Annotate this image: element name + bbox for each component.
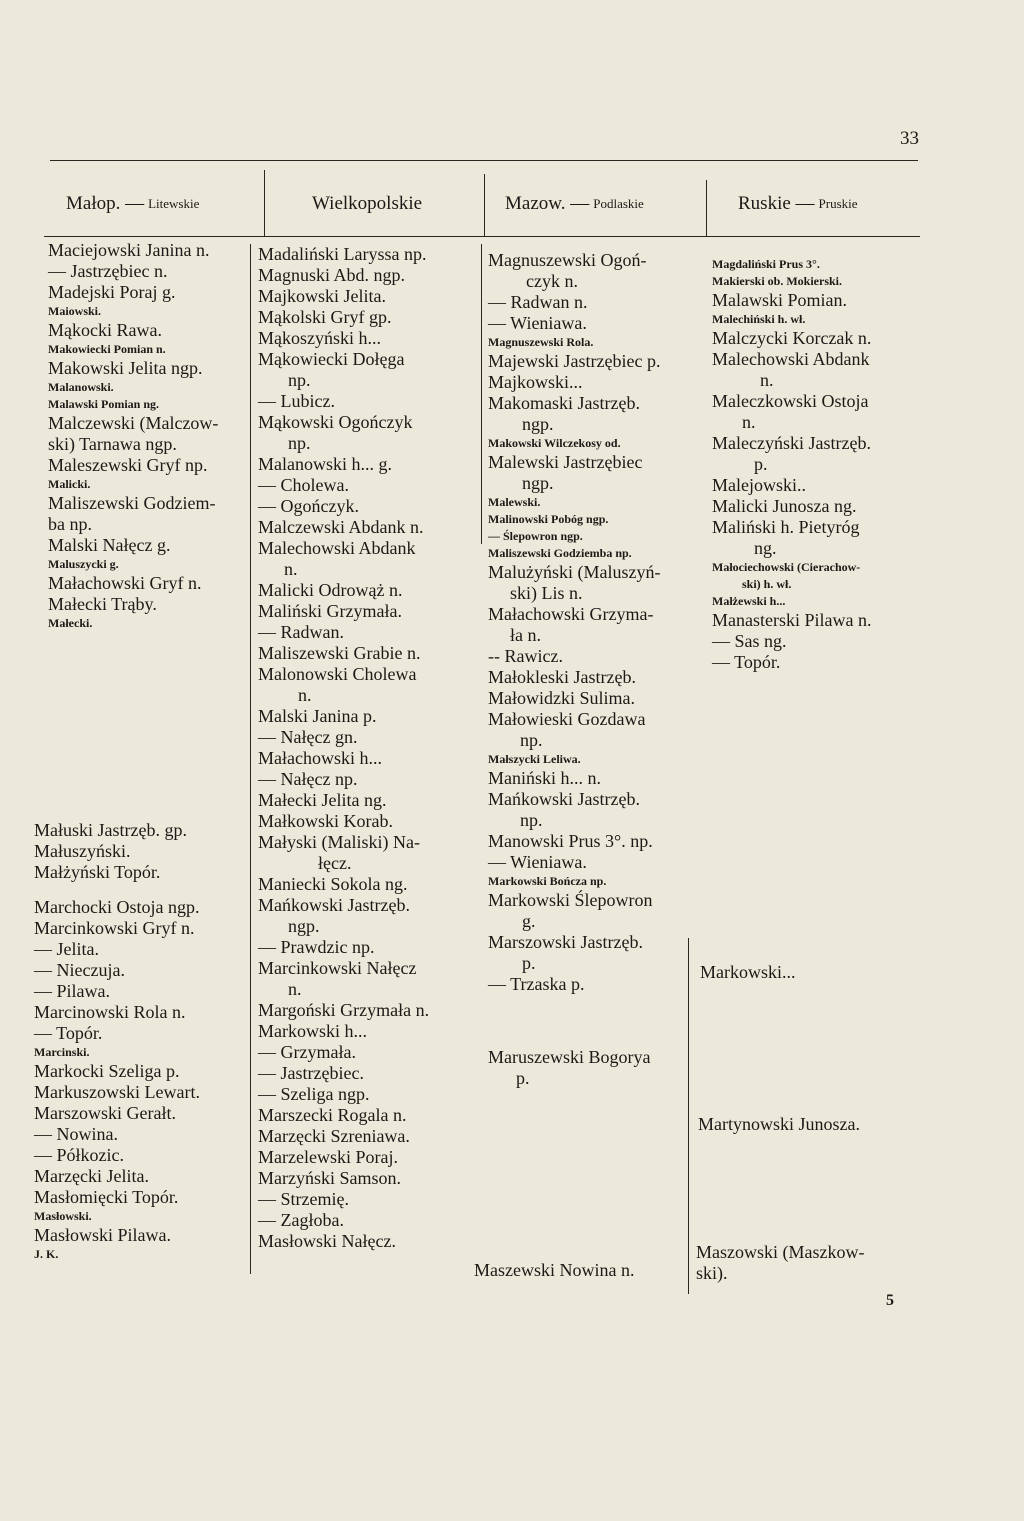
entry: Mańkowski Jastrzęb. (258, 895, 410, 915)
entry: Malczewski (Malczow- (48, 413, 219, 433)
entry: ski) Tarnawa ngp. (48, 434, 177, 454)
entry: Margoński Grzymała n. (258, 1000, 430, 1020)
entry: ngp. (288, 916, 320, 936)
entry: Marcinkowski Gryf n. (34, 918, 195, 938)
entry: — Topór. (712, 652, 781, 672)
entry: Mąkowski Ogończyk (258, 412, 413, 432)
entry: Mąkoszyński h... (258, 328, 381, 348)
entry: — Nowina. (34, 1124, 118, 1144)
entry: Maniński h... n. (488, 768, 602, 788)
entry: — Strzemię. (258, 1189, 349, 1209)
entry: Mąkolski Gryf gp. (258, 307, 392, 327)
entry: Małżyński Topór. (34, 862, 161, 882)
header-sub: Litewskie (148, 196, 200, 211)
entry: Malczycki Korczak n. (712, 328, 872, 348)
header-rule (44, 236, 920, 237)
column-divider-2 (484, 174, 485, 236)
entry: Malejowski.. (712, 475, 806, 495)
entry: Magnuski Abd. ngp. (258, 265, 406, 285)
entry: Magnuszewski Rola. (488, 335, 594, 349)
entry: Marcinowski Rola n. (34, 1002, 186, 1022)
entry: Makowski Jelita ngp. (48, 358, 203, 378)
entry: Markuszowski Lewart. (34, 1082, 200, 1102)
entry: Maszowski (Maszkow- (696, 1242, 865, 1262)
column-divider-1 (264, 170, 265, 236)
entry: np. (288, 433, 311, 453)
entry: g. (522, 911, 536, 931)
top-rule (50, 160, 918, 161)
entry: łęcz. (318, 853, 352, 873)
entry: p. (516, 1068, 530, 1088)
page-number: 33 (900, 128, 919, 149)
entry: Madejski Poraj g. (48, 282, 176, 302)
entry: Makowiecki Pomian n. (48, 342, 166, 356)
entry: Masłomięcki Topór. (34, 1187, 179, 1207)
entry: Małecki Jelita ng. (258, 790, 387, 810)
entry: Malechowski Abdank (258, 538, 416, 558)
entry: — Półkozic. (34, 1145, 124, 1165)
entry: Marszecki Rogala n. (258, 1105, 407, 1125)
entry: — Sas ng. (712, 631, 787, 651)
entry: Małowieski Gozdawa (488, 709, 646, 729)
column-divider-3 (706, 180, 707, 236)
entry: — Topór. (34, 1023, 103, 1043)
entry: ng. (754, 538, 777, 558)
header-main: Wielkopolskie (312, 193, 423, 214)
entry: n. (284, 559, 298, 579)
header-wielkopolskie (312, 176, 422, 232)
entry: Małachowski Gryf n. (48, 573, 202, 593)
entry: ski) Lis n. (510, 583, 583, 603)
column-mazow-podlaskie (488, 250, 688, 1089)
entry: Malechowski Abdank (712, 349, 870, 369)
entry: np. (520, 810, 543, 830)
entry: — Szeliga ngp. (258, 1084, 370, 1104)
header-malop-litewskie (66, 176, 199, 232)
entry: Malczewski Abdank n. (258, 517, 424, 537)
entry: — Jelita. (34, 939, 99, 959)
header-main: Mazow. — (505, 193, 590, 214)
entry: czyk n. (526, 271, 578, 291)
column-ruskie-pruskie-lower (700, 962, 920, 983)
entry: Malużyński (Maluszyń- (488, 562, 661, 582)
entry: Masłowski Nałęcz. (258, 1231, 396, 1251)
entry: — Trzaska p. (488, 974, 585, 994)
entry: Marszowski Gerałt. (34, 1103, 176, 1123)
entry: — Nieczuja. (34, 960, 125, 980)
entry: Małuski Jastrzęb. gp. (34, 820, 187, 840)
entry: — Radwan. (258, 622, 344, 642)
entry: n. (298, 685, 312, 705)
entry: Makowski Wilczekosy od. (488, 436, 621, 450)
entry: Marzyński Samson. (258, 1168, 401, 1188)
entry: Małecki Trąby. (48, 594, 157, 614)
entry: — Ogończyk. (258, 496, 359, 516)
entry: Markowski Ślepowron (488, 890, 653, 910)
entry: Markocki Szeliga p. (34, 1061, 180, 1081)
column-mazow-podlaskie-bottom (474, 1260, 688, 1281)
entry: Maruszewski Bogorya (488, 1047, 651, 1067)
entry: p. (754, 454, 768, 474)
entry: Majkowski... (488, 372, 583, 392)
column-divider-body-2 (481, 244, 482, 544)
entry: Maniecki Sokola ng. (258, 874, 408, 894)
column-divider-body-3 (688, 938, 689, 1294)
entry: ba np. (48, 514, 92, 534)
entry: — Prawdzic np. (258, 937, 375, 957)
entry: Małachowski h... (258, 748, 382, 768)
entry: Maliszewski Godziemba np. (488, 546, 632, 560)
entry: np. (288, 370, 311, 390)
entry: Maliszewski Grabie n. (258, 643, 421, 663)
entry: p. (522, 953, 536, 973)
header-main: Małop. — (66, 193, 145, 214)
entry: Malewski Jastrzębiec (488, 452, 643, 472)
entry: Marszowski Jastrzęb. (488, 932, 643, 952)
entry: ski). (696, 1263, 728, 1283)
entry: Małecki. (48, 616, 93, 630)
column-ruskie-pruskie-lower-3 (696, 1242, 918, 1284)
entry: — Ślepowron ngp. (488, 529, 583, 543)
entry: — Zagłoba. (258, 1210, 344, 1230)
entry: Mańkowski Jastrzęb. (488, 789, 640, 809)
entry: — Lubicz. (258, 391, 335, 411)
entry: Małyski (Maliski) Na- (258, 832, 420, 852)
entry: Małkowski Korab. (258, 811, 393, 831)
entry: Małszycki Leliwa. (488, 752, 581, 766)
entry: Madaliński Laryssa np. (258, 244, 427, 264)
column-ruskie-pruskie (712, 256, 920, 673)
entry: Malechiński h. wł. (712, 312, 806, 326)
entry: Maszewski Nowina n. (474, 1260, 635, 1280)
entry: Marchocki Ostoja ngp. (34, 897, 200, 917)
entry: Mąkowiecki Dołęga (258, 349, 405, 369)
entry: Magdaliński Prus 3°. (712, 257, 820, 271)
entry: — Wieniawa. (488, 313, 587, 333)
entry: Malicki Junosza ng. (712, 496, 857, 516)
entry: — Grzymała. (258, 1042, 356, 1062)
entry: Malicki Odrowąż n. (258, 580, 403, 600)
entry: — Nałęcz np. (258, 769, 358, 789)
entry: Manowski Prus 3°. np. (488, 831, 653, 851)
entry: Magnuszewski Ogoń- (488, 250, 647, 270)
column-wielkopolskie (258, 244, 480, 1252)
entry: Maiowski. (48, 304, 102, 318)
signature-number: 5 (886, 1292, 894, 1309)
entry: Maliszewski Godziem- (48, 493, 216, 513)
entry: n. (760, 370, 774, 390)
entry: Makomaski Jastrzęb. (488, 393, 640, 413)
entry: ski) h. wł. (742, 577, 792, 591)
entry: Mąkocki Rawa. (48, 320, 162, 340)
entry: -- Rawicz. (488, 646, 563, 666)
entry: Maliński Grzymała. (258, 601, 402, 621)
entry: Markowski... (700, 962, 796, 982)
initials: J. K. (34, 1247, 59, 1261)
entry: Manasterski Pilawa n. (712, 610, 872, 630)
entry: Malewski. (488, 495, 541, 509)
entry: Malinowski Pobóg ngp. (488, 512, 609, 526)
entry: Maleczyński Jastrzęb. (712, 433, 871, 453)
entry: np. (520, 730, 543, 750)
entry: Marcinski. (34, 1045, 90, 1059)
entry: Małachowski Grzyma- (488, 604, 654, 624)
entry: — Radwan n. (488, 292, 588, 312)
entry: — Wieniawa. (488, 852, 587, 872)
entry: Marzelewski Poraj. (258, 1147, 398, 1167)
entry: Markowski h... (258, 1021, 367, 1041)
entry: Malonowski Cholewa (258, 664, 417, 684)
entry: Małżewski h... (712, 594, 786, 608)
entry: Małokleski Jastrzęb. (488, 667, 636, 687)
entry: — Cholewa. (258, 475, 349, 495)
entry: — Jastrzębiec. (258, 1063, 364, 1083)
header-mazow-podlaskie (505, 176, 644, 232)
entry: Malanowski. (48, 380, 114, 394)
header-ruskie-pruskie (738, 176, 858, 232)
header-sub: Podlaskie (593, 196, 644, 211)
entry: n. (742, 412, 756, 432)
entry: — Pilawa. (34, 981, 110, 1001)
header-sub: Pruskie (818, 196, 858, 211)
entry: Malski Nałęcz g. (48, 535, 171, 555)
entry: ła n. (510, 625, 541, 645)
entry: Malicki. (48, 477, 91, 491)
entry: Marzęcki Jelita. (34, 1166, 149, 1186)
entry: Martynowski Junosza. (698, 1114, 860, 1134)
entry: Majewski Jastrzębiec p. (488, 351, 661, 371)
entry: — Jastrzębiec n. (48, 261, 168, 281)
column-malop-litewskie (48, 240, 253, 632)
entry: Malski Janina p. (258, 706, 377, 726)
column-malop-litewskie-lower (34, 820, 252, 1263)
entry: Markowski Bończa np. (488, 874, 607, 888)
column-ruskie-pruskie-lower-2 (698, 1114, 918, 1135)
entry: Małowidzki Sulima. (488, 688, 635, 708)
entry: Makierski ob. Mokierski. (712, 274, 843, 288)
entry: Maleszewski Gryf np. (48, 455, 208, 475)
entry: Maleczkowski Ostoja (712, 391, 869, 411)
entry: Malawski Pomian. (712, 290, 847, 310)
header-main: Ruskie — (738, 193, 815, 214)
entry: Marzęcki Szreniawa. (258, 1126, 410, 1146)
entry: Marcinkowski Nałęcz (258, 958, 417, 978)
entry: Malanowski h... g. (258, 454, 392, 474)
entry: Masłowski. (34, 1209, 92, 1223)
entry: Maluszycki g. (48, 557, 119, 571)
entry: Maciejowski Janina n. (48, 240, 210, 260)
entry: Majkowski Jelita. (258, 286, 386, 306)
entry: Małociechowski (Cierachow- (712, 560, 861, 574)
entry: ngp. (522, 414, 554, 434)
entry: Maliński h. Pietyróg (712, 517, 860, 537)
entry: — Nałęcz gn. (258, 727, 358, 747)
entry: ngp. (522, 473, 554, 493)
entry: n. (288, 979, 302, 999)
entry: Małuszyński. (34, 841, 131, 861)
entry: Masłowski Pilawa. (34, 1225, 171, 1245)
entry: Malawski Pomian ng. (48, 397, 160, 411)
